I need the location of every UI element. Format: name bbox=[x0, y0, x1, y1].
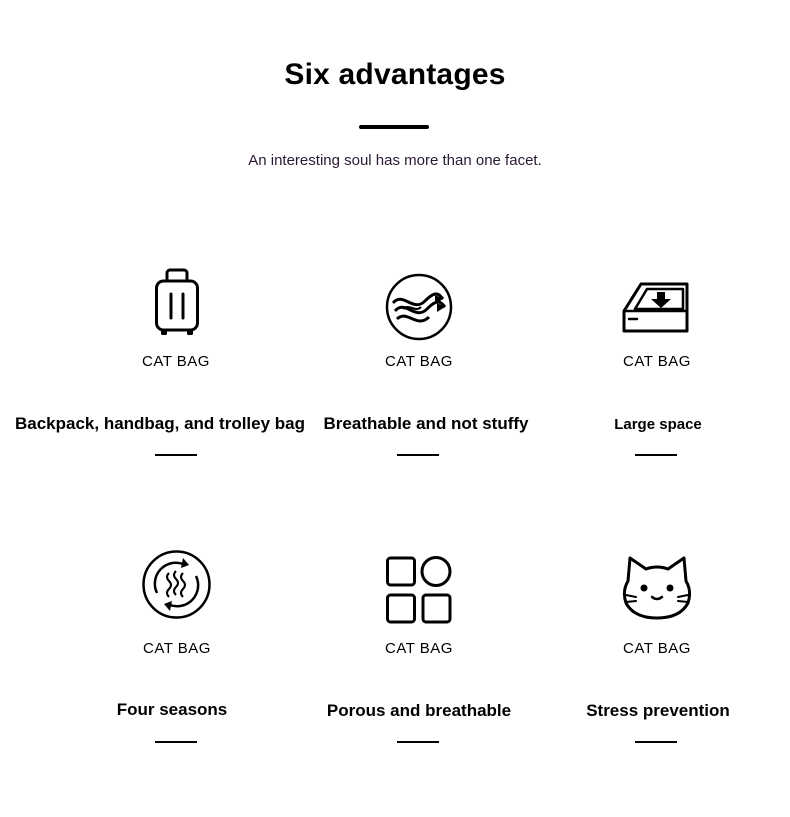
item-underline bbox=[397, 741, 439, 743]
luggage-icon bbox=[154, 268, 200, 336]
title-divider bbox=[359, 125, 429, 129]
item-underline bbox=[155, 454, 197, 456]
item-feature: Large space bbox=[614, 416, 702, 433]
item-underline bbox=[635, 741, 677, 743]
item-feature: Four seasons bbox=[116, 700, 228, 719]
item-feature: Breathable and not stuffy bbox=[323, 414, 529, 433]
item-feature: Porous and breathable bbox=[326, 701, 512, 720]
temperature-cycle-icon bbox=[141, 549, 212, 620]
item-feature: Stress prevention bbox=[586, 701, 730, 720]
item-underline bbox=[635, 454, 677, 456]
storage-box-icon bbox=[621, 281, 692, 334]
page-subtitle: An interesting soul has more than one facet. bbox=[248, 152, 542, 169]
cat-face-icon bbox=[620, 555, 694, 621]
item-label: CAT BAG bbox=[385, 640, 453, 657]
item-label: CAT BAG bbox=[142, 353, 210, 370]
item-label: CAT BAG bbox=[623, 353, 691, 370]
item-label: CAT BAG bbox=[143, 640, 211, 657]
item-underline bbox=[155, 741, 197, 743]
page-title: Six advantages bbox=[284, 58, 506, 91]
wind-circle-icon bbox=[385, 273, 453, 341]
item-underline bbox=[397, 454, 439, 456]
item-label: CAT BAG bbox=[623, 640, 691, 657]
item-feature: Backpack, handbag, and trolley bag bbox=[14, 414, 306, 433]
item-label: CAT BAG bbox=[385, 353, 453, 370]
grid-shapes-icon bbox=[385, 555, 453, 625]
